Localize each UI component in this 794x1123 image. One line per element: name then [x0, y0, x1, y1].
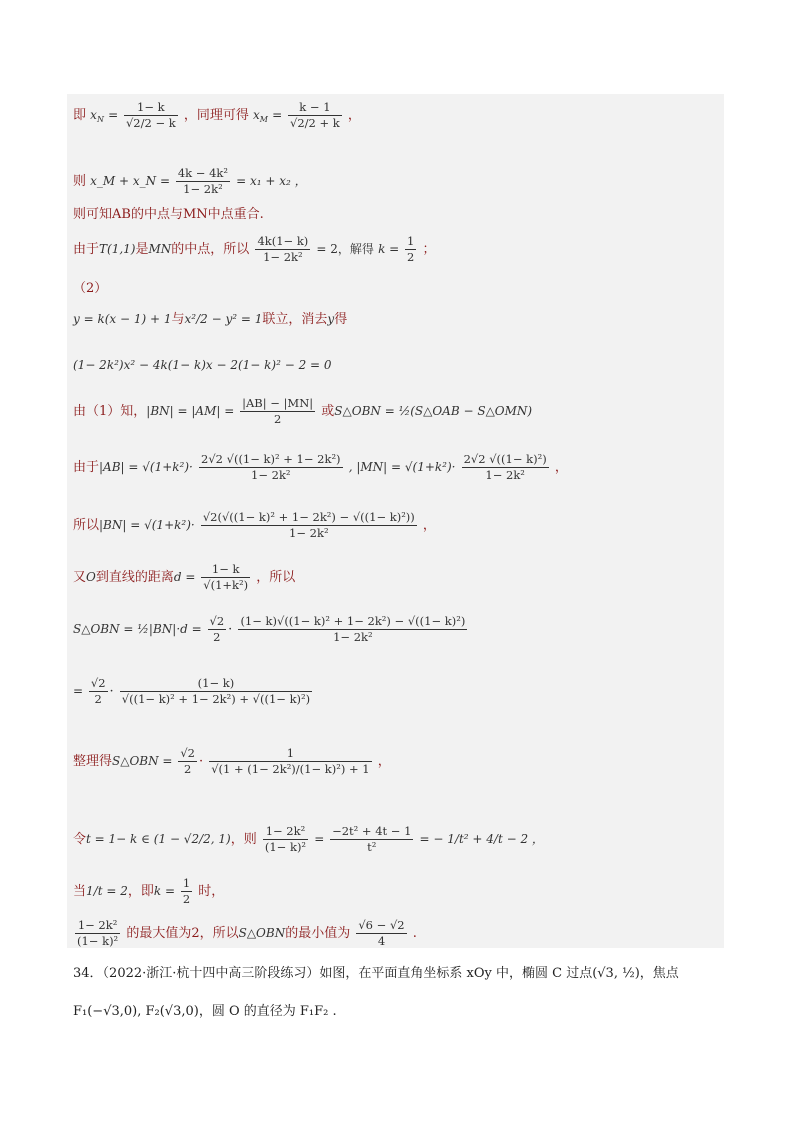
math: x_M + x_N = — [90, 174, 174, 188]
fraction: $\frac{1}{2}$ — [182, 876, 191, 906]
solution-line-14: 整理得S△OBN = $\frac{√2}{2}$ · $\frac{1}{\text{√(1 + (1− 2k²)/(1− k)²) + 1}}$ ， — [73, 746, 391, 776]
solution-line-2 — [73, 166, 307, 197]
fraction: $\frac{\text{1− 2k²}}{\text{(1− k)²}}$ — [264, 824, 307, 854]
fraction: $\frac{\text{4k − 4k²}}{\text{1− 2k²}}$ — [177, 166, 228, 196]
fraction: $\frac{4k(1- k)}{\text{1− 2k²}}$ — [257, 234, 309, 264]
solution-line-3: 则可知AB的中点与MN中点重合. — [73, 207, 264, 222]
text: ， — [347, 108, 361, 123]
math-x: $x_M$ — [253, 108, 268, 124]
solution-line-15: 令t = 1− k ∈ (1 − √2/2, 1)，则 $\frac{\text{1− 2k²}}{\text{(1− k)²}}$ = $\frac{\text{−2t² + 4t − 1}}{\text{t²}}$ = − 1/t² + 4/t − 2 ， — [73, 824, 544, 854]
solution-line-10: 所以|BN| = √(1+k²)· $\frac{\text{√2(√((1− k)² + 1− 2k²) − √((1− k)²))}}{\text{1− 2k²}}$ ， — [73, 510, 436, 540]
fraction: $\frac{\text{2√2 √((1− k)²)}}{\text{1− 2k²}}$ — [463, 452, 547, 482]
solution-line-11: 又O到直线的距离d = $\frac{1- k}{\text{√(1+k²)}}$ ，所以 — [73, 562, 296, 592]
fraction: $\frac{(1- k)}{\text{√((1− k)² + 1− 2k²) + √((1− k)²)}}$ — [121, 676, 311, 706]
fraction: $\frac{1}{2}$ — [407, 234, 415, 264]
fraction: $\frac{√2}{2}$ — [180, 746, 195, 776]
fraction: $\frac{|AB| - |MN|}{2}$ — [242, 396, 314, 426]
solution-line-8: 由（1）知，|BN| = |AM| = $\frac{|AB| - |MN|}{2}$ 或S△OBN = ½(S△OAB − S△OMN) — [73, 396, 533, 426]
solution-line-5: （2） — [73, 281, 108, 296]
problem-34-line-2: F₁(−√3,0), F₂(√3,0)，圆 O 的直径为 F₁F₂ . — [73, 1004, 337, 1019]
fraction: $\frac{√2}{2}$ — [90, 676, 106, 706]
fraction: $\frac{√2}{2}$ — [209, 614, 225, 644]
text: 则 — [73, 174, 87, 189]
fraction: $\frac{\text{(1− k)√((1− k)² + 1− 2k²) − √((1− k)²)}}{\text{1− 2k²}}$ — [240, 614, 466, 644]
fraction: $\frac{√6 - √2}{4}$ — [358, 918, 405, 948]
fraction: $\frac{1}{\text{√(1 + (1− 2k²)/(1− k)²) + 1}}$ — [211, 746, 370, 776]
math-x: $x_N$ — [90, 108, 104, 124]
math-eq: = — [108, 108, 122, 122]
fraction: $\frac{\text{2√2 √((1− k)² + 1− 2k²)}}{\text{1− 2k²}}$ — [201, 452, 341, 482]
solution-line-16: 当1/t = 2，即k = $\frac{1}{2}$ 时， — [73, 876, 225, 906]
fraction: $\frac{1- k}{\text{√(1+k²)}}$ — [203, 562, 249, 592]
solution-line-6: y = k(x − 1) + 1与x²/2 − y² = 1联立，消去y得 — [73, 312, 348, 327]
fraction: $\frac{\text{−2t² + 4t − 1}}{\text{t²}}$ — [332, 824, 412, 854]
problem-34-line-1: 34．（2022·浙江·杭十四中高三阶段练习）如图，在平面直角坐标系 xOy 中，椭圆 C 过点(√3, ½)，焦点 — [73, 966, 679, 981]
solution-line-17: $\frac{\text{1− 2k²}}{\text{(1− k)²}}$ 的最大值为2，所以S△OBN的最小值为 $\frac{√6 - √2}{4}$ . — [77, 918, 417, 948]
solution-line-12: S△OBN = ½|BN|·d = $\frac{√2}{2}$ · $\frac{\text{(1− k)√((1− k)² + 1− 2k²) − √((1− k)²)}}{\text{1− 2k²}}$ — [73, 614, 466, 644]
fraction: $\frac{\text{√2(√((1− k)² + 1− 2k²) − √((1− k)²))}}{\text{1− 2k²}}$ — [202, 510, 415, 540]
fraction: $\frac{1- k}{√2/2 - k}$ — [125, 100, 176, 130]
fraction: $\frac{k - 1}{√2/2 + k}$ — [290, 100, 340, 130]
solution-line-7: (1− 2k²)x² − 4k(1− k)x − 2(1− k)² − 2 = 0 — [73, 358, 332, 372]
math: = x₁ + x₂ ， — [236, 174, 307, 188]
solution-line-13: = $\frac{√2}{2}$ · $\frac{(1- k)}{\text{√((1− k)² + 1− 2k²) + √((1− k)²)}}$ — [73, 676, 311, 706]
fraction: $\frac{\text{1− 2k²}}{\text{(1− k)²}}$ — [77, 918, 119, 948]
solution-line-1 — [73, 100, 361, 131]
text: ，同理可得 — [183, 108, 249, 123]
solution-line-4: 由于T(1,1)是MN的中点，所以 $\frac{4k(1- k)}{\text{1− 2k²}}$ = 2，解得 k = $\frac{1}{2}$ ； — [73, 234, 436, 264]
solution-line-9: 由于|AB| = √(1+k²)· $\frac{\text{2√2 √((1− k)² + 1− 2k²)}}{\text{1− 2k²}}$ , |MN| = √(1+k²)· $\frac{\text{2√2 √((1− k)²)}}{\text{1− 2k²}}$ ， — [73, 452, 568, 482]
math-eq: = — [272, 108, 287, 122]
text: 即 — [73, 108, 87, 123]
